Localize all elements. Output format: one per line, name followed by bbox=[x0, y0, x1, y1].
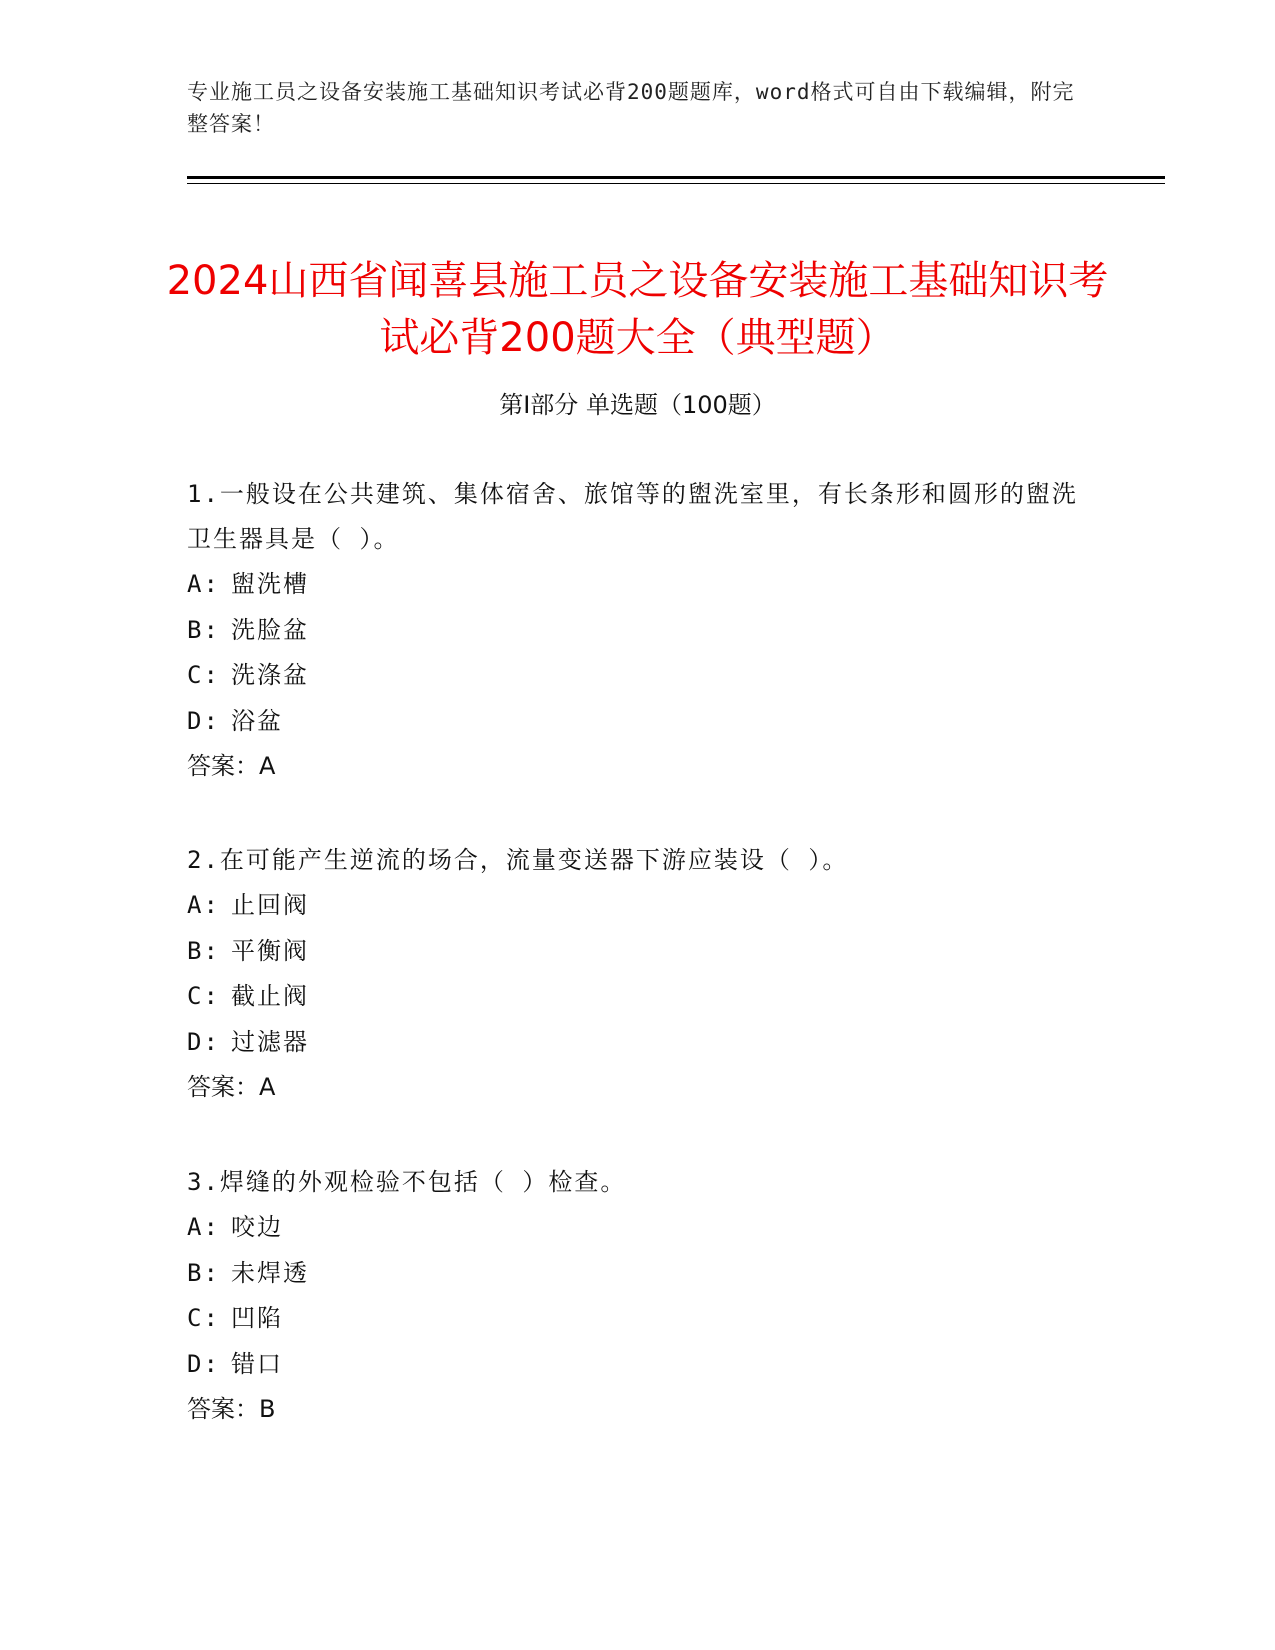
option-c bbox=[187, 653, 1087, 699]
option-d bbox=[187, 1342, 1087, 1388]
question-1 bbox=[187, 472, 1087, 790]
option-label: 错口 bbox=[231, 1349, 283, 1378]
header-rule-thick bbox=[187, 176, 1165, 179]
option-b bbox=[187, 1251, 1087, 1297]
option-label: 截止阀 bbox=[231, 982, 309, 1010]
option-key: D: bbox=[187, 706, 220, 735]
option-key: B: bbox=[187, 936, 220, 965]
option-label: 止回阀 bbox=[231, 891, 309, 919]
option-key: C: bbox=[187, 982, 220, 1010]
question-2 bbox=[187, 838, 1087, 1111]
option-d bbox=[187, 1020, 1087, 1066]
answer: 答案：B bbox=[187, 1395, 276, 1423]
option-key: D: bbox=[187, 1027, 220, 1056]
option-a bbox=[187, 1205, 1087, 1251]
question-text: 3.焊缝的外观检验不包括（ ）检查。 bbox=[187, 1168, 627, 1196]
option-key: A: bbox=[187, 570, 220, 598]
option-label: 浴盆 bbox=[231, 706, 283, 735]
option-key: B: bbox=[187, 615, 220, 644]
answer: 答案：A bbox=[187, 752, 276, 780]
option-key: D: bbox=[187, 1349, 220, 1378]
option-label: 平衡阀 bbox=[231, 936, 309, 965]
option-key: C: bbox=[187, 1304, 220, 1332]
option-label: 咬边 bbox=[231, 1213, 283, 1241]
document-title: 2024山西省闻喜县施工员之设备安装施工基础知识考试必背200题大全（典型题） bbox=[166, 257, 1109, 361]
option-label: 过滤器 bbox=[231, 1027, 309, 1056]
option-c bbox=[187, 1296, 1087, 1342]
option-label: 洗涤盆 bbox=[231, 661, 309, 689]
header-rule-thin bbox=[187, 183, 1165, 184]
question-text: 1.一般设在公共建筑、集体宿舍、旅馆等的盥洗室里，有长条形和圆形的盥洗卫生器具是（ ）。 bbox=[187, 480, 1078, 553]
option-key: A: bbox=[187, 891, 220, 919]
header-note: 专业施工员之设备安装施工基础知识考试必背200题题库，word格式可自由下载编辑，附完整答案！ bbox=[187, 80, 1075, 136]
option-label: 未焊透 bbox=[231, 1258, 309, 1287]
option-a bbox=[187, 883, 1087, 929]
option-a bbox=[187, 562, 1087, 608]
option-label: 凹陷 bbox=[231, 1304, 283, 1332]
option-c bbox=[187, 974, 1087, 1020]
section-heading: 第Ⅰ部分 单选题（100题） bbox=[499, 391, 776, 419]
option-b bbox=[187, 929, 1087, 975]
option-key: C: bbox=[187, 661, 220, 689]
option-label: 洗脸盆 bbox=[231, 615, 309, 644]
option-key: B: bbox=[187, 1258, 220, 1287]
answer: 答案：A bbox=[187, 1073, 276, 1101]
question-3 bbox=[187, 1160, 1087, 1433]
option-key: A: bbox=[187, 1213, 220, 1241]
option-label: 盥洗槽 bbox=[231, 570, 309, 598]
question-text: 2.在可能产生逆流的场合，流量变送器下游应装设（ ）。 bbox=[187, 846, 849, 874]
option-b bbox=[187, 608, 1087, 654]
option-d bbox=[187, 699, 1087, 745]
